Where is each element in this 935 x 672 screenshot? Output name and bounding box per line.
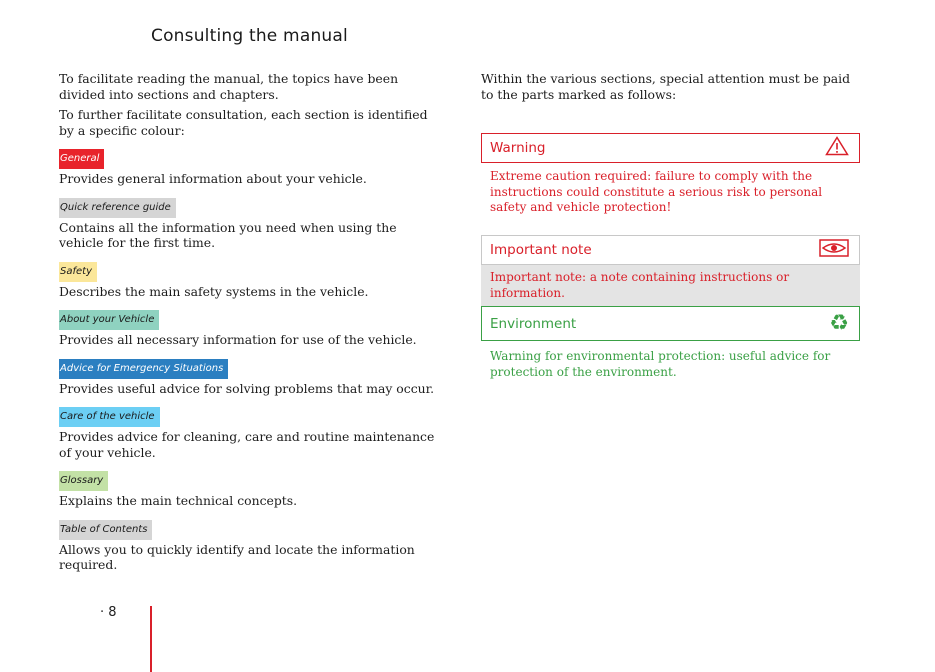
section-tag: General <box>59 149 104 169</box>
section-about-vehicle <box>59 307 439 348</box>
environment-header <box>481 306 860 341</box>
warning-box <box>481 133 860 216</box>
note-text: Important note: a note containing instructions or information. <box>481 265 860 306</box>
section-tag: Advice for Emergency Situations <box>59 359 228 379</box>
warning-text: Extreme caution required: failure to comply with the instructions could constitute a serious risk to personal safety and vehicle protection! <box>490 169 823 214</box>
important-note-box <box>481 235 860 306</box>
section-emergency <box>59 356 439 397</box>
section-tag: Care of the vehicle <box>59 407 160 427</box>
section-tag: Safety <box>59 262 97 282</box>
section-description: Contains all the information you need when using the vehicle for the first time. <box>59 219 397 250</box>
section-safety <box>59 259 439 300</box>
section-description: Allows you to quickly identify and locate the information required. <box>59 541 415 572</box>
section-description: Explains the main technical concepts. <box>59 493 298 508</box>
section-tag: Glossary <box>59 471 108 491</box>
right-intro-paragraph: Within the various sections, special attention must be paid to the parts marked as follows: <box>481 71 851 102</box>
note-header <box>481 235 860 265</box>
right-column-intro <box>481 71 861 107</box>
section-description: Provides all necessary information for use of the vehicle. <box>59 332 417 347</box>
section-tag: Quick reference guide <box>59 198 176 218</box>
note-title: Important note <box>490 242 592 258</box>
section-glossary <box>59 468 439 509</box>
warning-triangle-icon <box>825 136 849 160</box>
section-care <box>59 404 439 460</box>
warning-title: Warning <box>490 140 546 156</box>
warning-header <box>481 133 860 163</box>
section-description: Provides general information about your vehicle. <box>59 171 367 186</box>
intro-paragraph-2: To further facilitate consultation, each section is identified by a specific colour: <box>59 107 428 138</box>
section-tag: Table of Contents <box>59 520 152 540</box>
left-column <box>59 71 439 573</box>
environment-text: Warning for environmental protection: useful advice for protection of the environment. <box>490 349 831 379</box>
section-tag: About your Vehicle <box>59 310 159 330</box>
environment-title: Environment <box>490 315 577 332</box>
eye-icon <box>819 239 849 261</box>
section-description: Provides useful advice for solving problems that may occur. <box>59 380 435 396</box>
section-general <box>59 146 439 187</box>
page-number: · 8 <box>100 605 117 620</box>
section-table-of-contents <box>59 517 439 573</box>
page-margin-bar <box>150 606 152 672</box>
intro-paragraph-1: To facilitate reading the manual, the topics have been divided into sections and chapters. <box>59 71 399 102</box>
section-quick-reference <box>59 195 439 251</box>
recycle-icon: ♻ <box>829 310 849 336</box>
section-description: Describes the main safety systems in the vehicle. <box>59 283 369 299</box>
page-title: Consulting the manual <box>151 26 348 46</box>
section-description: Provides advice for cleaning, care and routine maintenance of your vehicle. <box>59 429 435 460</box>
environment-box <box>481 306 860 380</box>
